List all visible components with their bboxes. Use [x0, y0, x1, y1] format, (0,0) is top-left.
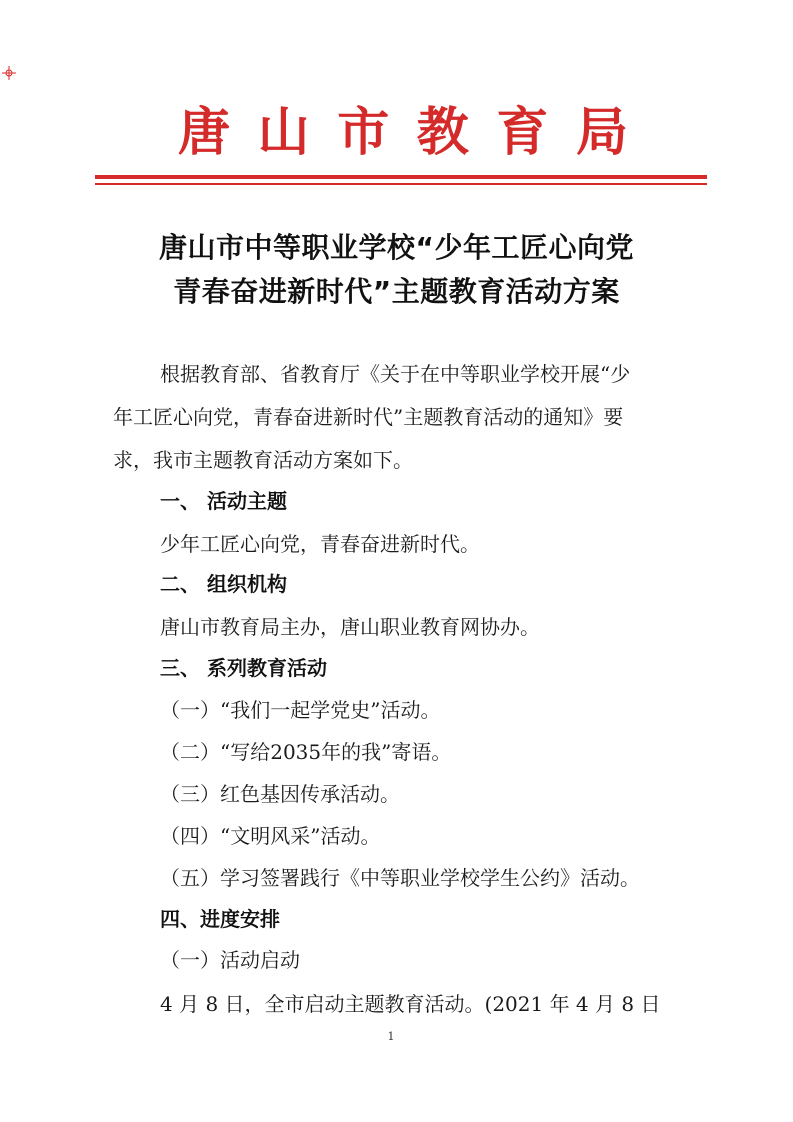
registration-mark-icon [2, 66, 16, 80]
letterhead-char: 山 [257, 101, 310, 163]
document-title-line-2: 青春奋进新时代”主题教育活动方案 [173, 275, 620, 308]
section-2-body: 唐山市教育局主办，唐山职业教育网协办。 [160, 615, 540, 639]
letterhead-char: 局 [575, 101, 628, 163]
intro-line-2: 年工匠心向党，青春奋进新时代”主题教育活动的通知》要 [113, 405, 624, 429]
activity-item-2: （二）“写给2035年的我”寄语。 [160, 740, 452, 764]
section-4-body: 4 月 8 日，全市启动主题教育活动。(2021 年 4 月 8 日 [160, 992, 661, 1016]
letterhead-char: 教 [416, 101, 469, 163]
section-2-heading: 二、 组织机构 [160, 572, 287, 596]
letterhead-char: 唐 [178, 101, 231, 163]
letterhead-rule-thin [95, 183, 707, 185]
activity-item-4: （四）“文明风采”活动。 [160, 824, 381, 848]
activity-item-1: （一）“我们一起学党史”活动。 [160, 698, 441, 722]
intro-text: 根据教育部、省教育厅《关于在中等职业学校开展“少 [160, 362, 631, 386]
section-1-heading: 一、 活动主题 [160, 489, 287, 513]
intro-line-1 [160, 360, 670, 388]
section-1-body: 少年工匠心向党，青春奋进新时代。 [160, 532, 480, 556]
letterhead-rule-thick [95, 175, 707, 179]
section-4-heading: 四、进度安排 [160, 907, 280, 931]
activity-item-3: （三）红色基因传承活动。 [160, 782, 400, 806]
letterhead-title [178, 92, 628, 162]
activity-item-5: （五）学习签署践行《中等职业学校学生公约》活动。 [160, 866, 640, 890]
intro-line-3: 求，我市主题教育活动方案如下。 [113, 448, 413, 472]
letterhead-char: 市 [337, 101, 390, 163]
section-3-heading: 三、 系列教育活动 [160, 656, 327, 680]
document-title-line-1: 唐山市中等职业学校“少年工匠心向党 [159, 231, 634, 264]
page-number: 1 [387, 1030, 395, 1043]
section-4-subheading: （一）活动启动 [160, 948, 300, 972]
letterhead-char: 育 [496, 101, 549, 163]
